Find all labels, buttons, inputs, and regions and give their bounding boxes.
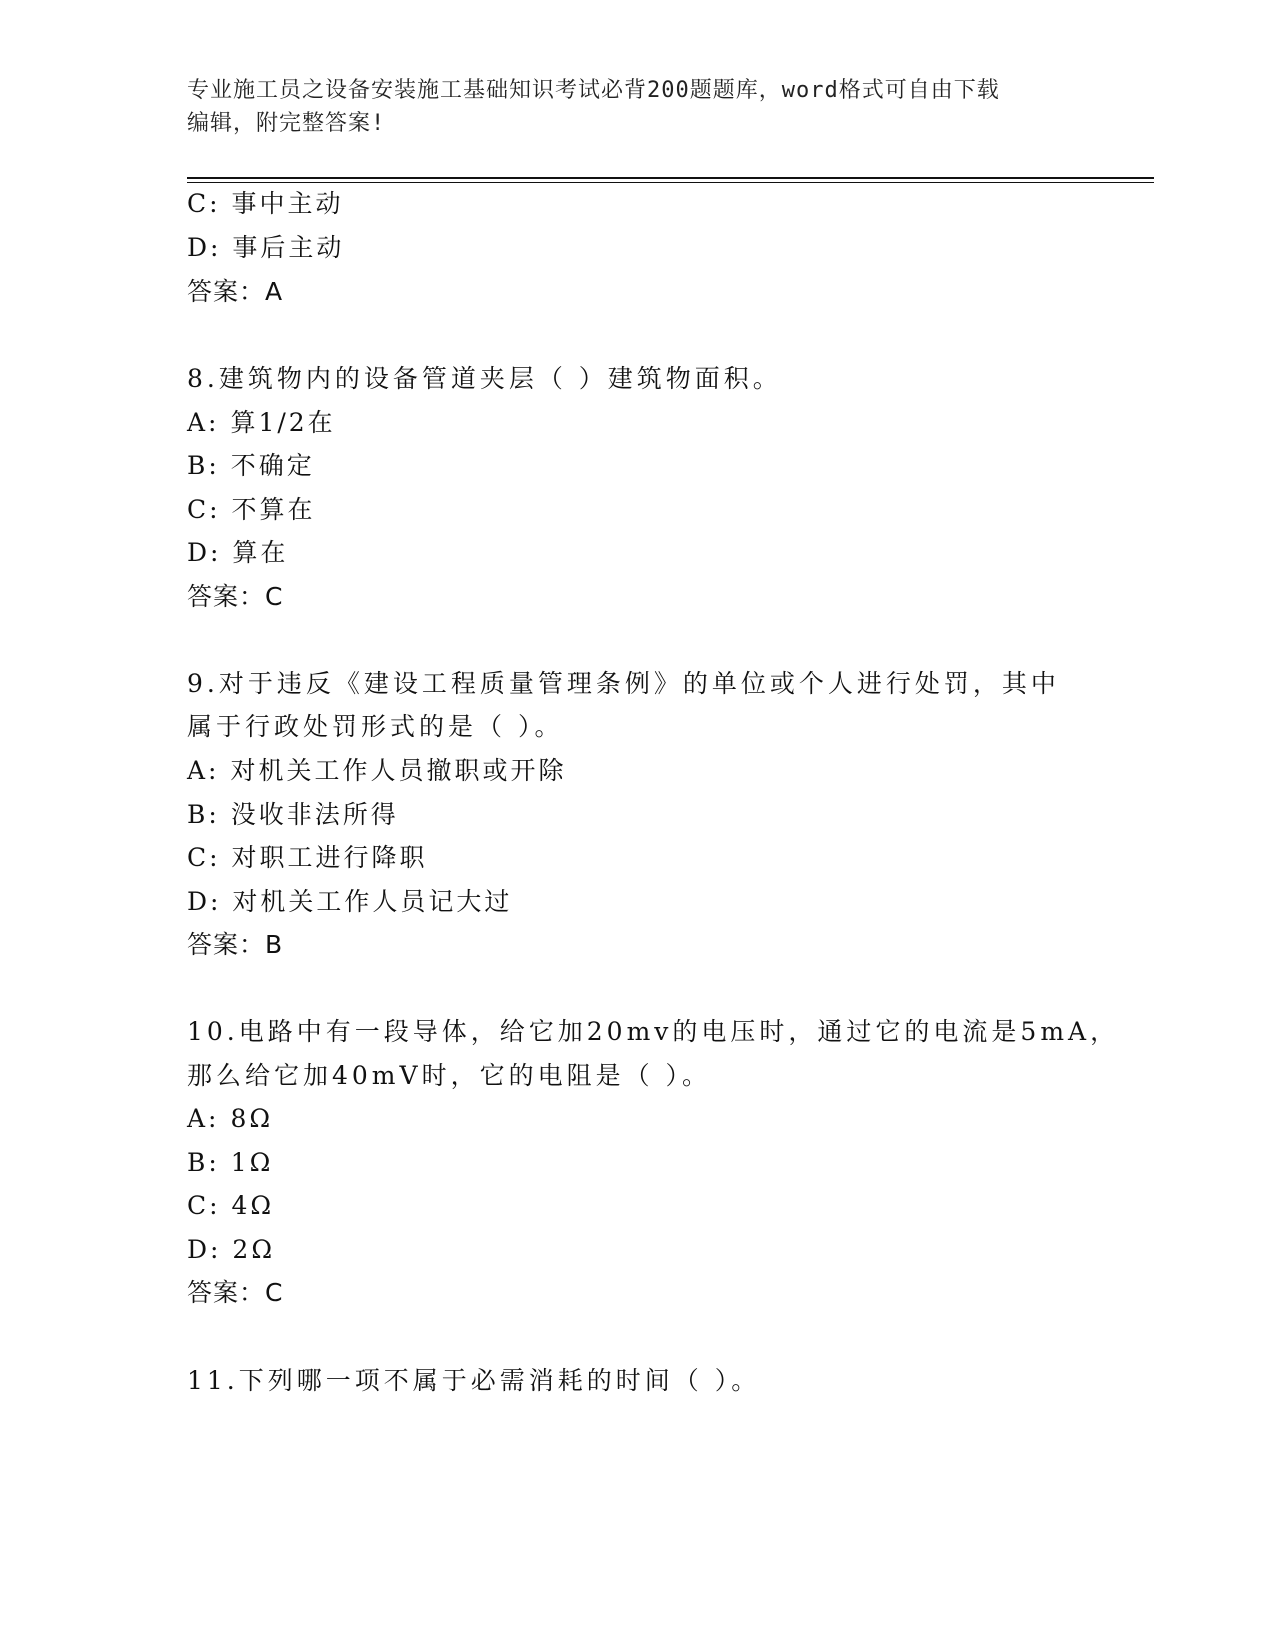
question-text xyxy=(187,1365,760,1397)
option-label: D: xyxy=(187,233,222,262)
option-label: C: xyxy=(187,843,221,872)
option-text: 对机关工作人员记大过 xyxy=(232,887,513,916)
answer-label: 答案： xyxy=(187,277,266,306)
question-line: 那么给它加40mV时，它的电阻是（ ）。 xyxy=(187,1061,712,1090)
option-text: 1Ω xyxy=(230,1148,274,1177)
option-label: C: xyxy=(187,189,221,218)
question-line: 建筑物内的设备管道夹层（ ）建筑物面积。 xyxy=(218,364,782,393)
option-label: B: xyxy=(187,451,220,480)
question-text xyxy=(187,363,782,395)
option-label: A: xyxy=(187,756,220,785)
header-divider-thick xyxy=(187,177,1154,179)
question-text-continued xyxy=(187,1060,711,1092)
option-text: 事中主动 xyxy=(231,189,344,218)
option-label: A: xyxy=(187,408,220,437)
option-row xyxy=(187,494,316,526)
option-text: 算在 xyxy=(232,538,289,567)
option-row xyxy=(187,232,344,264)
option-text: 8Ω xyxy=(230,1104,274,1133)
answer-row xyxy=(187,929,283,961)
document-header xyxy=(187,74,1087,140)
option-label: D: xyxy=(187,1235,222,1264)
question-text xyxy=(187,668,1060,700)
option-text: 不确定 xyxy=(230,451,315,480)
option-label: D: xyxy=(187,887,222,916)
option-row xyxy=(187,1190,274,1222)
option-label: C: xyxy=(187,495,221,524)
question-text xyxy=(187,1016,1119,1048)
question-line: 属于行政处罚形式的是（ ）。 xyxy=(187,712,564,741)
header-divider-thin xyxy=(187,182,1154,183)
option-row xyxy=(187,537,288,569)
option-label: B: xyxy=(187,1148,220,1177)
answer-value: B xyxy=(265,930,284,959)
option-row xyxy=(187,1147,273,1179)
option-text: 2Ω xyxy=(232,1235,276,1264)
question-number: 11. xyxy=(187,1366,239,1395)
question-line: 电路中有一段导体，给它加20mv的电压时，通过它的电流是5mA， xyxy=(238,1017,1120,1046)
option-text: 不算在 xyxy=(231,495,316,524)
option-row xyxy=(187,188,344,220)
question-line: 下列哪一项不属于必需消耗的时间（ ）。 xyxy=(238,1366,761,1395)
option-text: 对机关工作人员撤职或开除 xyxy=(230,756,567,785)
option-text: 4Ω xyxy=(231,1191,275,1220)
header-line-1: 专业施工员之设备安装施工基础知识考试必背200题题库，word格式可自由下载 xyxy=(187,78,1000,103)
option-row xyxy=(187,842,428,874)
answer-value: C xyxy=(265,1278,284,1307)
option-row xyxy=(187,886,512,918)
header-line-2: 编辑，附完整答案! xyxy=(187,111,386,136)
answer-label: 答案： xyxy=(187,930,266,959)
option-label: C: xyxy=(187,1191,221,1220)
option-row xyxy=(187,1103,273,1135)
question-line: 对于违反《建设工程质量管理条例》的单位或个人进行处罚，其中 xyxy=(218,669,1060,698)
option-text: 对职工进行降职 xyxy=(231,843,428,872)
answer-label: 答案： xyxy=(187,582,266,611)
option-row xyxy=(187,407,336,439)
option-text: 算1/2在 xyxy=(230,408,336,437)
option-text: 事后主动 xyxy=(232,233,345,262)
answer-row xyxy=(187,581,283,613)
answer-row xyxy=(187,276,283,308)
option-row xyxy=(187,755,566,787)
option-label: A: xyxy=(187,1104,220,1133)
option-label: D: xyxy=(187,538,222,567)
question-number: 8. xyxy=(187,364,219,393)
answer-label: 答案： xyxy=(187,1278,266,1307)
answer-value: C xyxy=(265,582,284,611)
option-row xyxy=(187,799,399,831)
question-number: 9. xyxy=(187,669,219,698)
question-text-continued xyxy=(187,711,563,743)
option-label: B: xyxy=(187,800,220,829)
answer-value: A xyxy=(265,277,284,306)
option-text: 没收非法所得 xyxy=(230,800,399,829)
option-row xyxy=(187,450,315,482)
question-number: 10. xyxy=(187,1017,239,1046)
answer-row xyxy=(187,1277,283,1309)
option-row xyxy=(187,1234,275,1266)
